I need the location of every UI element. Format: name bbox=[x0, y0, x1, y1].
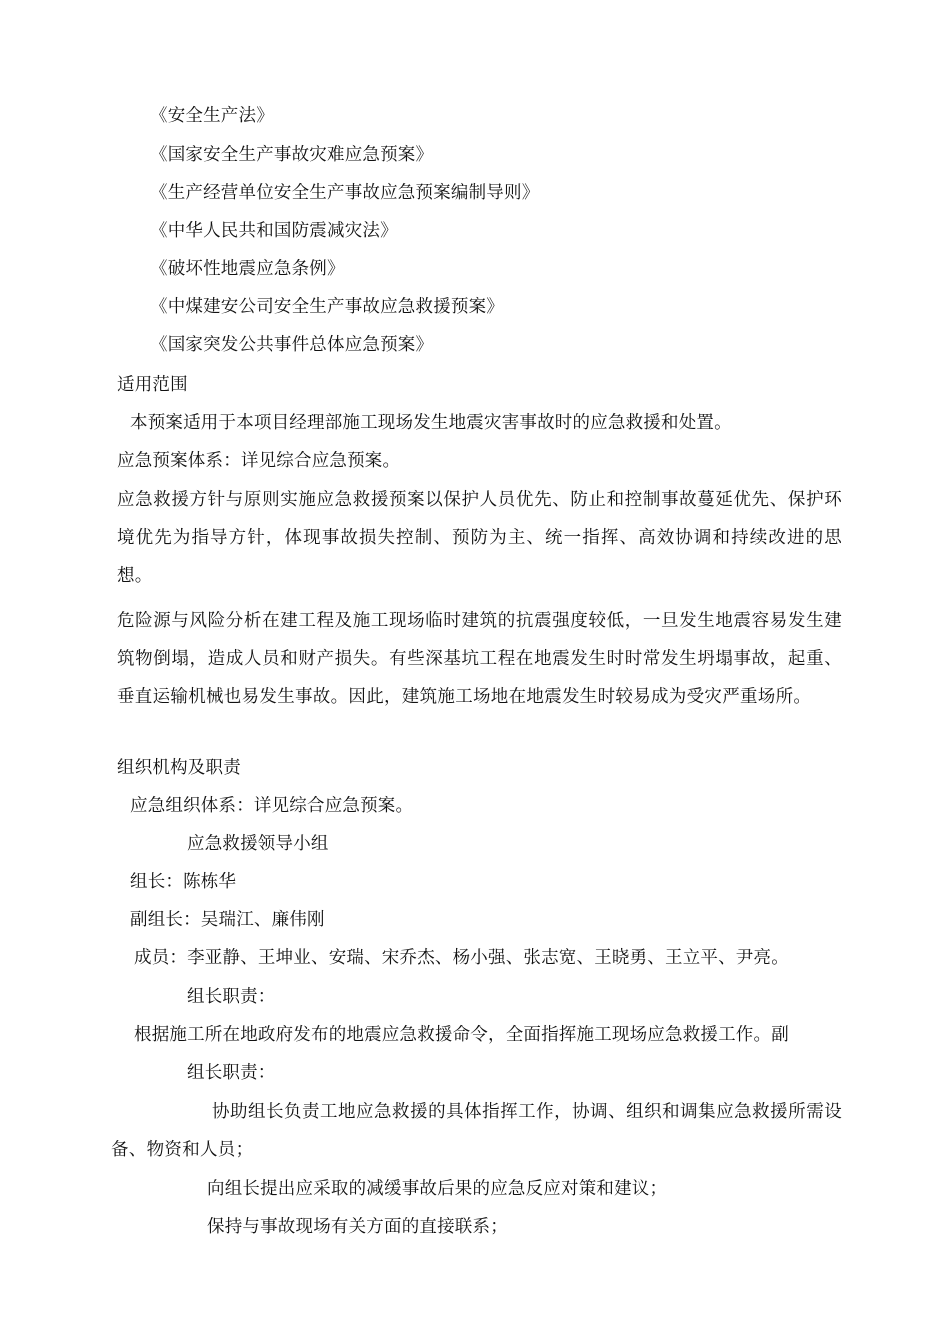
deputy-duty-2: 向组长提出应采取的减缓事故后果的应急反应对策和建议； bbox=[207, 1179, 668, 1199]
reference-item: 《中煤建安公司安全生产事故应急救援预案》 bbox=[150, 297, 504, 317]
reference-item: 《安全生产法》 bbox=[150, 106, 274, 126]
leader-duty-heading: 组长职责： bbox=[187, 987, 276, 1007]
reference-item: 《中华人民共和国防震减灾法》 bbox=[150, 221, 398, 241]
reference-item: 《生产经营单位安全生产事故应急预案编制导则》 bbox=[150, 183, 540, 203]
reference-item: 《国家突发公共事件总体应急预案》 bbox=[150, 335, 434, 355]
deputy-line: 副组长：吴瑞江、廉伟刚 bbox=[130, 910, 325, 930]
organization-heading: 组织机构及职责 bbox=[117, 758, 241, 778]
deputy-duty-heading: 组长职责： bbox=[187, 1063, 276, 1083]
reference-item: 《破坏性地震应急条例》 bbox=[150, 259, 345, 279]
leader-duty-text: 根据施工所在地政府发布的地震应急救援命令，全面指挥施工现场应急救援工作。副 bbox=[134, 1025, 789, 1045]
deputy-duty-1: 协助组长负责工地应急救援的具体指挥工作，协调、组织和调集应急救援所需设备、物资和人员； bbox=[111, 1102, 842, 1160]
system-text: 应急预案体系：详见综合应急预案。 bbox=[117, 451, 401, 471]
scope-text: 本预案适用于本项目经理部施工现场发生地震灾害事故时的应急救援和处置。 bbox=[130, 413, 732, 433]
scope-heading: 适用范围 bbox=[117, 375, 188, 395]
leader-line: 组长：陈栋华 bbox=[130, 872, 237, 892]
organization-system: 应急组织体系：详见综合应急预案。 bbox=[130, 796, 414, 816]
principles-paragraph: 应急救援方针与原则实施应急救援预案以保护人员优先、防止和控制事故蔓延优先、保护环境优先为指导方针，体现事故损失控制、预防为主、统一指挥、高效协调和持续改进的思想。 bbox=[117, 490, 842, 586]
group-title: 应急救援领导小组 bbox=[187, 834, 329, 854]
members-line: 成员：李亚静、王坤业、安瑞、宋乔杰、杨小强、张志宽、王晓勇、王立平、尹亮。 bbox=[134, 948, 789, 968]
deputy-duty-3: 保持与事故现场有关方面的直接联系； bbox=[207, 1217, 508, 1237]
risk-paragraph: 危险源与风险分析在建工程及施工现场临时建筑的抗震强度较低，一旦发生地震容易发生建筑物倒塌，造成人员和财产损失。有些深基坑工程在地震发生时时常发生坍塌事故，起重、垂直运输机械也易发生事故。因此，建筑施工场地在地震发生时较易成为受灾严重场所。 bbox=[117, 611, 842, 707]
reference-item: 《国家安全生产事故灾难应急预案》 bbox=[150, 145, 434, 165]
